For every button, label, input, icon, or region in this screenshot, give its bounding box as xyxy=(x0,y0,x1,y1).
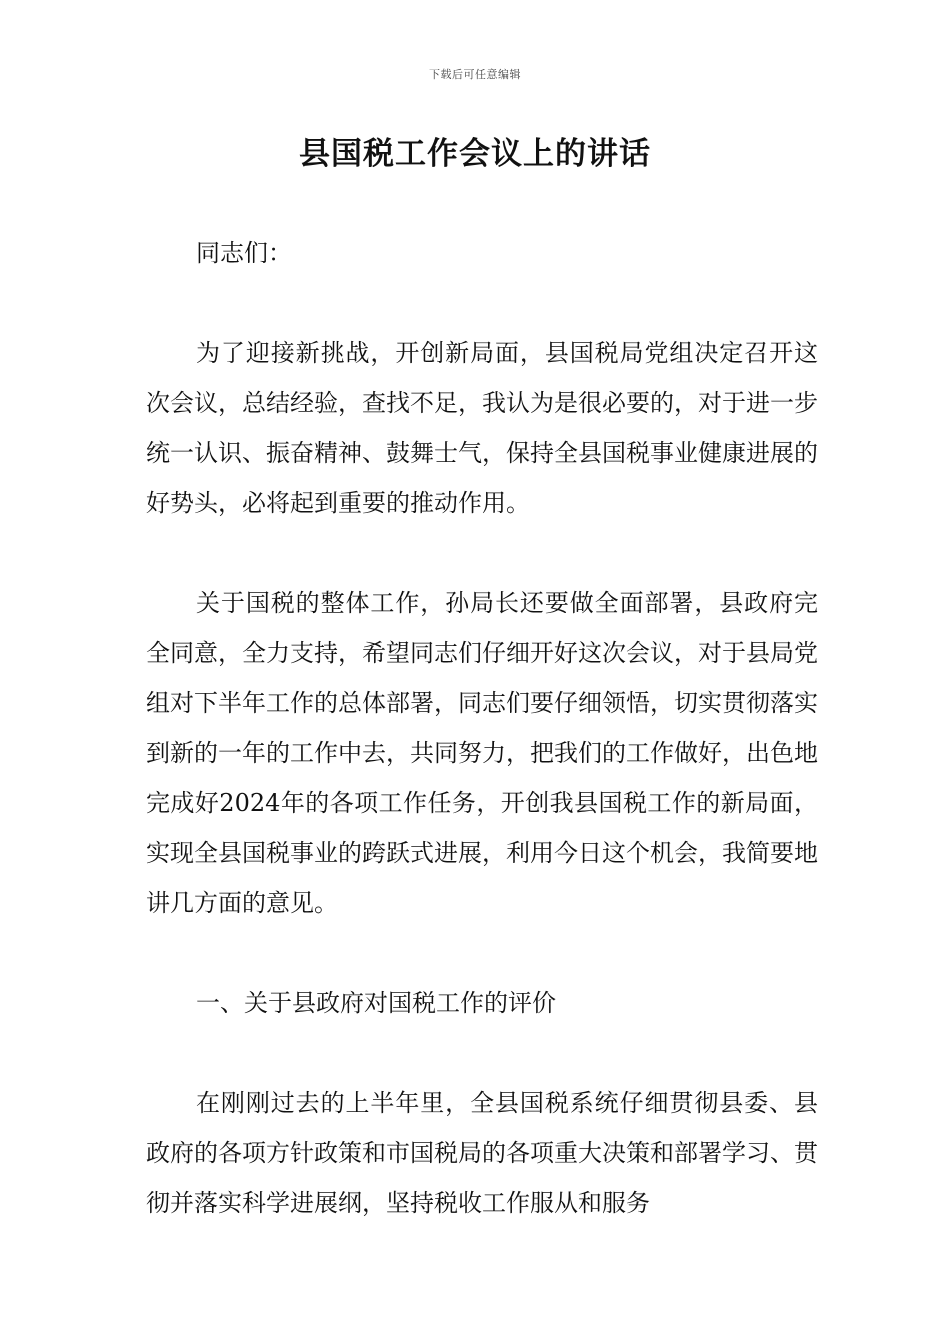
document-body xyxy=(146,228,818,1228)
paragraph-1: 为了迎接新挑战，开创新局面，县国税局党组决定召开这次会议，总结经验，查找不足，我认为是很必要的，对于进一步统一认识、振奋精神、鼓舞士气，保持全县国税事业健康进展的好势头，必将起到重要的推动作用。 xyxy=(146,339,818,517)
document-title: 县国税工作会议上的讲话 xyxy=(299,136,651,172)
paragraph-spacer xyxy=(146,928,818,978)
section-heading: 一、关于县政府对国税工作的评价 xyxy=(196,989,556,1017)
paragraph-spacer xyxy=(146,278,818,328)
paragraph-3: 在刚刚过去的上半年里，全县国税系统仔细贯彻县委、县政府的各项方针政策和市国税局的各项重大决策和部署学习、贯彻并落实科学进展纲，坚持税收工作服从和服务 xyxy=(146,1089,818,1217)
paragraph-2: 关于国税的整体工作，孙局长还要做全面部署，县政府完全同意，全力支持，希望同志们仔细开好这次会议，对于县局党组对下半年工作的总体部署，同志们要仔细领悟，切实贯彻落实到新的一年的工作中去，共同努力，把我们的工作做好，出色地完成好2024年的各项工作任务，开创我县国税工作的新局面，实现全县国税事业的跨跃式进展，利用今日这个机会，我简要地讲几方面的意见。 xyxy=(146,589,818,917)
header-note: 下载后可任意编辑 xyxy=(429,68,521,81)
paragraph-spacer xyxy=(146,1028,818,1078)
paragraph-spacer xyxy=(146,528,818,578)
salutation: 同志们： xyxy=(196,239,292,267)
